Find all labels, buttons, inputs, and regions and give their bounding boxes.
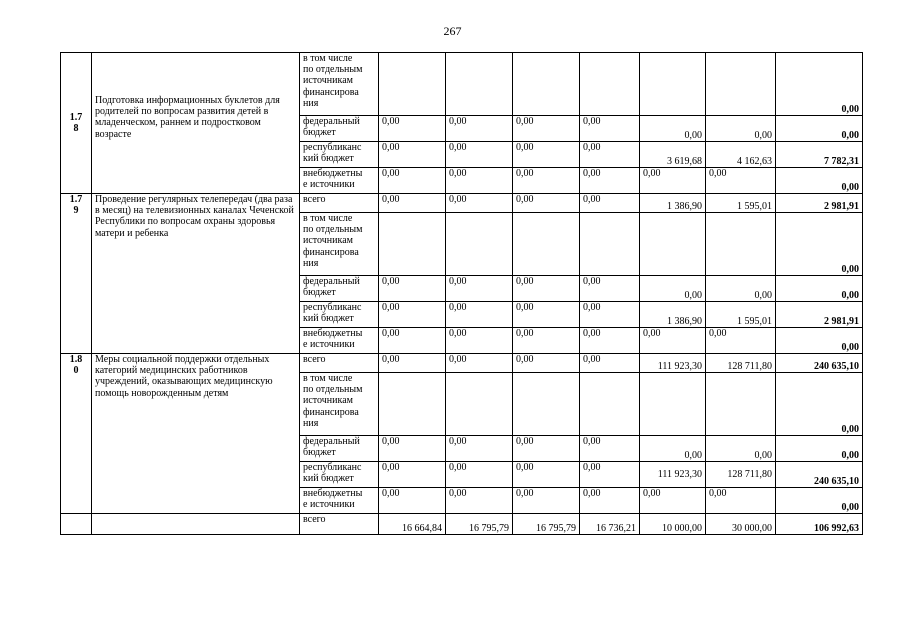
value-cell: 1 386,90 — [640, 194, 706, 213]
value-cell: 0,00 — [580, 354, 640, 373]
funding-source: республиканс кий бюджет — [300, 462, 379, 488]
value-cell: 128 711,80 — [706, 462, 776, 488]
funding-source: республиканс кий бюджет — [300, 302, 379, 328]
value-cell: 0,00 — [446, 116, 513, 142]
table-row — [61, 53, 863, 116]
value-cell: 0,00 — [446, 354, 513, 373]
funding-source: внебюджетны е источники — [300, 488, 379, 514]
value-cell: 3 619,68 — [640, 142, 706, 168]
value-cell: 0,00 — [513, 276, 580, 302]
funding-source: всего — [300, 354, 379, 373]
value-cell: 0,00 — [580, 168, 640, 194]
item-name — [92, 514, 300, 535]
table-row — [61, 354, 863, 373]
total-cell: 240 635,10 — [776, 462, 863, 488]
value-cell — [706, 213, 776, 276]
value-cell — [513, 53, 580, 116]
total-cell: 106 992,63 — [776, 514, 863, 535]
item-number: 1.7 8 — [61, 53, 92, 194]
value-cell: 0,00 — [379, 488, 446, 514]
funding-source: всего — [300, 514, 379, 535]
value-cell: 10 000,00 — [640, 514, 706, 535]
value-cell — [379, 213, 446, 276]
value-cell: 0,00 — [446, 276, 513, 302]
value-cell: 16 795,79 — [446, 514, 513, 535]
value-cell: 0,00 — [446, 436, 513, 462]
value-cell: 0,00 — [379, 462, 446, 488]
item-number: 1.7 9 — [61, 194, 92, 354]
total-cell: 240 635,10 — [776, 354, 863, 373]
value-cell: 0,00 — [379, 354, 446, 373]
value-cell — [580, 213, 640, 276]
value-cell — [580, 373, 640, 436]
value-cell: 0,00 — [513, 142, 580, 168]
value-cell: 0,00 — [640, 168, 706, 194]
funding-source: в том числе по отдельным источникам финансирова ния — [300, 213, 379, 276]
value-cell — [706, 373, 776, 436]
value-cell: 0,00 — [446, 488, 513, 514]
value-cell: 0,00 — [706, 116, 776, 142]
value-cell: 0,00 — [379, 168, 446, 194]
value-cell — [446, 373, 513, 436]
page-number: 267 — [443, 24, 462, 38]
table-row-total — [61, 514, 863, 535]
value-cell — [446, 53, 513, 116]
total-cell: 0,00 — [776, 53, 863, 116]
value-cell: 0,00 — [379, 302, 446, 328]
total-cell: 0,00 — [776, 168, 863, 194]
value-cell: 0,00 — [580, 436, 640, 462]
total-cell: 0,00 — [776, 373, 863, 436]
budget-table — [60, 52, 863, 535]
value-cell: 0,00 — [379, 142, 446, 168]
value-cell: 0,00 — [513, 436, 580, 462]
value-cell: 16 795,79 — [513, 514, 580, 535]
value-cell: 0,00 — [706, 168, 776, 194]
value-cell: 0,00 — [379, 194, 446, 213]
total-cell: 7 782,31 — [776, 142, 863, 168]
value-cell: 0,00 — [446, 142, 513, 168]
value-cell: 0,00 — [640, 436, 706, 462]
value-cell: 0,00 — [580, 194, 640, 213]
funding-source: внебюджетны е источники — [300, 168, 379, 194]
value-cell — [640, 53, 706, 116]
value-cell: 0,00 — [640, 328, 706, 354]
value-cell: 0,00 — [580, 142, 640, 168]
value-cell: 0,00 — [513, 354, 580, 373]
value-cell — [379, 53, 446, 116]
value-cell — [640, 213, 706, 276]
funding-source: в том числе по отдельным источникам финансирова ния — [300, 53, 379, 116]
value-cell: 111 923,30 — [640, 354, 706, 373]
funding-source: внебюджетны е источники — [300, 328, 379, 354]
value-cell: 0,00 — [446, 302, 513, 328]
value-cell: 0,00 — [379, 116, 446, 142]
value-cell — [640, 373, 706, 436]
value-cell: 0,00 — [379, 328, 446, 354]
value-cell — [379, 373, 446, 436]
value-cell: 4 162,63 — [706, 142, 776, 168]
item-name: Меры социальной поддержки отдельных категорий медицинских работников учреждений, оказывающих медицинскую помощь новорожденным детям — [92, 354, 300, 514]
value-cell: 30 000,00 — [706, 514, 776, 535]
value-cell: 0,00 — [580, 488, 640, 514]
value-cell: 0,00 — [580, 116, 640, 142]
item-number: 1.8 0 — [61, 354, 92, 514]
value-cell — [513, 373, 580, 436]
value-cell: 0,00 — [513, 116, 580, 142]
funding-source: федеральный бюджет — [300, 116, 379, 142]
value-cell: 0,00 — [580, 328, 640, 354]
item-name: Подготовка информационных буклетов для родителей по вопросам развития детей в младенческом, раннем и подростковом возрасте — [92, 53, 300, 194]
value-cell: 0,00 — [446, 462, 513, 488]
value-cell: 0,00 — [446, 194, 513, 213]
value-cell: 0,00 — [640, 488, 706, 514]
value-cell: 0,00 — [513, 302, 580, 328]
total-cell: 0,00 — [776, 488, 863, 514]
value-cell: 0,00 — [513, 328, 580, 354]
value-cell: 0,00 — [706, 276, 776, 302]
value-cell: 0,00 — [640, 276, 706, 302]
value-cell — [580, 53, 640, 116]
value-cell: 0,00 — [513, 462, 580, 488]
total-cell: 2 981,91 — [776, 194, 863, 213]
total-cell: 0,00 — [776, 436, 863, 462]
total-cell: 0,00 — [776, 328, 863, 354]
value-cell: 0,00 — [379, 436, 446, 462]
funding-source: всего — [300, 194, 379, 213]
value-cell: 16 664,84 — [379, 514, 446, 535]
value-cell — [513, 213, 580, 276]
item-name: Проведение регулярных телепередач (два раза в месяц) на телевизионных каналах Чеченской Республики по вопросам охраны здоровья матери и ребенка — [92, 194, 300, 354]
value-cell: 1 386,90 — [640, 302, 706, 328]
item-number — [61, 514, 92, 535]
value-cell: 0,00 — [706, 436, 776, 462]
value-cell — [706, 53, 776, 116]
value-cell: 0,00 — [513, 168, 580, 194]
value-cell: 1 595,01 — [706, 194, 776, 213]
value-cell: 0,00 — [513, 488, 580, 514]
value-cell: 0,00 — [446, 168, 513, 194]
funding-source: федеральный бюджет — [300, 436, 379, 462]
funding-source: республиканс кий бюджет — [300, 142, 379, 168]
funding-source: в том числе по отдельным источникам финансирова ния — [300, 373, 379, 436]
value-cell: 16 736,21 — [580, 514, 640, 535]
value-cell: 0,00 — [580, 302, 640, 328]
value-cell: 0,00 — [706, 328, 776, 354]
value-cell: 0,00 — [706, 488, 776, 514]
value-cell: 0,00 — [379, 276, 446, 302]
value-cell: 0,00 — [580, 276, 640, 302]
total-cell: 0,00 — [776, 276, 863, 302]
total-cell: 2 981,91 — [776, 302, 863, 328]
value-cell: 0,00 — [580, 462, 640, 488]
value-cell: 128 711,80 — [706, 354, 776, 373]
value-cell: 111 923,30 — [640, 462, 706, 488]
value-cell: 0,00 — [640, 116, 706, 142]
value-cell: 0,00 — [513, 194, 580, 213]
funding-source: федеральный бюджет — [300, 276, 379, 302]
total-cell: 0,00 — [776, 213, 863, 276]
total-cell: 0,00 — [776, 116, 863, 142]
table-row — [61, 194, 863, 213]
value-cell: 0,00 — [446, 328, 513, 354]
value-cell — [446, 213, 513, 276]
value-cell: 1 595,01 — [706, 302, 776, 328]
